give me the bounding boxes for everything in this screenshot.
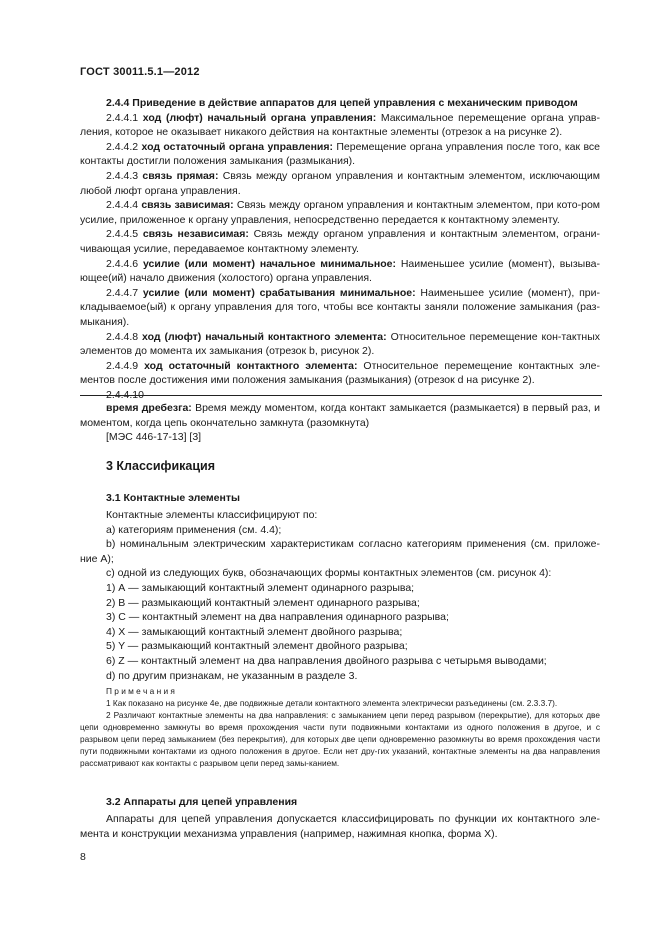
list-item-c: с) одной из следующих букв, обозначающих формы контактных элементов (см. рисунок 4): — [106, 567, 552, 580]
clause-2-4-4-10: 2.4.4.10 — [106, 388, 144, 401]
list-item-c4: 4) Х — замыкающий контактный элемент двойного разрыва; — [106, 625, 403, 638]
page-number: 8 — [80, 851, 86, 863]
section-3-2-text: Аппараты для цепей управления допускается классифицировать по функции их контактного эле-мента и конструкции механизма управления (например, нажимная кнопка, форма Х). — [80, 813, 600, 840]
list-item-d: d) по другим признакам, не указанным в разделе 3. — [106, 669, 358, 682]
clause-2-4-4-7: 2.4.4.7 усилие (или момент) срабатывания минимальное: Наименьшее усилие (момент), при-кладываемое(ый) к органу управления для того, чтобы все контакты заняли положение замыкания (раз-мыкания). — [80, 286, 600, 328]
notes-block — [80, 685, 600, 769]
list-item-c6: 6) Z — контактный элемент на два направления двойного разрыва с четырьмя выводами; — [106, 654, 547, 667]
definition-box — [80, 401, 600, 445]
clause-2-4-4-6: 2.4.4.6 усилие (или момент) начальное минимальное: Наименьшее усилие (момент), вызыва-ющее(ий) начало движения (холостого) органа управления. — [80, 257, 601, 285]
bounce-time-definition: время дребезга: Время между моментом, когда контакт замыкается (размыкается) в первый раз, и моментом, когда цепь окончательно замкнута (разомкнута) — [80, 402, 600, 429]
section-3-title: 3 Классификация — [106, 459, 216, 473]
note-1: 1 Как показано на рисунке 4е, две подвижные детали контактного элемента электрически разъединены (см. 2.3.3.7). — [106, 698, 558, 708]
clause-2-4-4-4: 2.4.4.4 связь зависимая: Связь между органом управления и контактным элементом, при кото-ром усилие, приложенное к органу управления, непосредственно передается к контактному элементу. — [80, 199, 600, 226]
section-2-4-4 — [80, 96, 600, 402]
definition-reference: [МЭС 446-17-13] [3] — [106, 431, 202, 444]
section-3-1-title: 3.1 Контактные элементы — [106, 492, 240, 504]
list-item-c1: 1) А — замыкающий контактный элемент одинарного разрыва; — [106, 581, 415, 594]
clause-title: 2.4.4 Приведение в действие аппаратов для цепей управления с механическим приводом — [106, 97, 578, 109]
list-item-c2: 2) В — размыкающий контактный элемент одинарного разрыва; — [106, 596, 420, 609]
list-item-c5: 5) Y — размыкающий контактный элемент двойного разрыва; — [106, 640, 408, 653]
clause-2-4-4-3: 2.4.4.3 связь прямая: Связь между органом управления и контактным элементом, исключающим любой люфт органа управления. — [80, 169, 601, 197]
clause-2-4-4-9: 2.4.4.9 ход остаточный контактного элемента: Относительное перемещение контактных эле-ментов после достижения ими положения замыкания (размыкания) (отрезок d на рисунке 2). — [80, 359, 601, 387]
notes-title: П р и м е ч а н и я — [106, 686, 175, 696]
standard-header: ГОСТ 30011.5.1—2012 — [80, 66, 200, 78]
note-2: 2 Различают контактные элементы на два направления: с замыканием цепи перед разрывом (перекрытие), для которых две цепи одновременно замкнуты во время прохождения части пути подвижными контактами из одного положения в другое, и с разрывом цепи перед замыканием (без перекрытия), для которых две цепи одновременно разомкнуты во время прохождения части пути подвижными контактами из одного положения в другое. Если нет дру-гих указаний, контактные элементы на два направления рассматривают как контакты с разрывом цепи перед замы-канием. — [80, 710, 600, 768]
clause-2-4-4-2: 2.4.4.2 ход остаточный органа управления: Перемещение органа управления после того, как все контакты достигли положения замыкания (размыкания). — [80, 140, 601, 168]
section-3-2-body — [80, 812, 600, 841]
list-item-c3: 3) С — контактный элемент на два направления одинарного разрыва; — [106, 611, 449, 624]
classification-intro: Контактные элементы классифицируют по: — [106, 509, 318, 521]
clause-2-4-4-8: 2.4.4.8 ход (люфт) начальный контактного элемента: Относительное перемещение кон-тактных элементов до момента их замыкания (отрезок b, рисунок 2). — [80, 330, 601, 358]
section-3-2-title: 3.2 Аппараты для цепей управления — [106, 796, 298, 808]
clause-2-4-4-5: 2.4.4.5 связь независимая: Связь между органом управления и контактным элементом, ограни-чивающая усилие, передаваемое контактному элементу. — [80, 228, 600, 255]
list-item-b: b) номинальным электрическим характеристикам согласно категориям применения (см. приложе-ние А); — [80, 538, 600, 565]
section-3-1-body — [80, 508, 600, 683]
definition-box-rule — [80, 395, 602, 396]
list-item-a: а) категориям применения (см. 4.4); — [106, 523, 282, 536]
clause-2-4-4-1: 2.4.4.1 ход (люфт) начальный органа управления: Максимальное перемещение органа управ-ления, которое не оказывает никакого действия на контактные элементы (отрезок a на рисунке 2). — [80, 111, 601, 139]
